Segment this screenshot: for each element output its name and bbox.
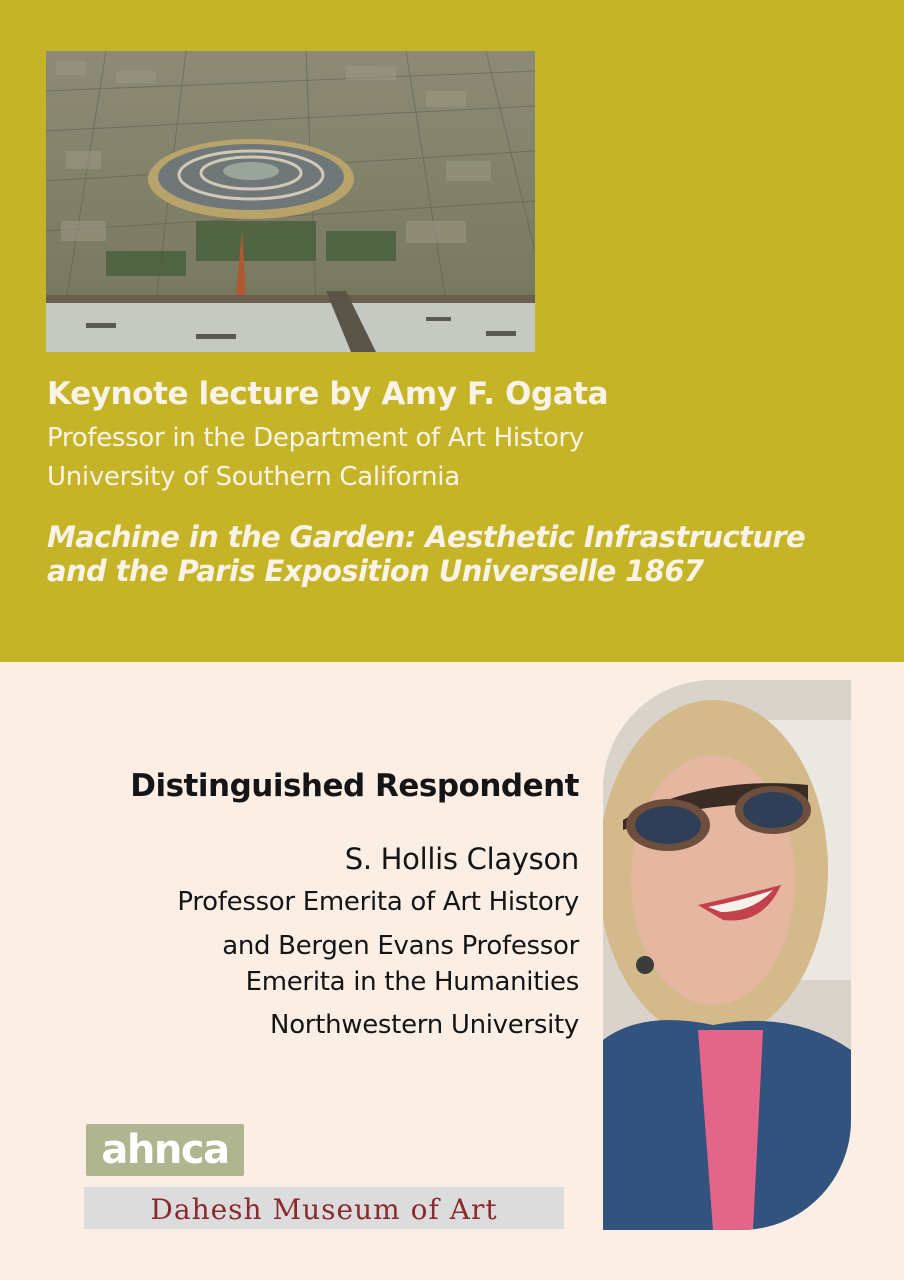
respondent-name: S. Hollis Clayson bbox=[344, 842, 579, 876]
respondent-title-line: Professor Emerita of Art History bbox=[177, 887, 579, 917]
respondent-heading: Distinguished Respondent bbox=[130, 768, 579, 804]
respondent-title-line: Emerita in the Humanities bbox=[245, 967, 579, 997]
lecture-title: Machine in the Garden: Aesthetic Infrastructure and the Paris Exposition Universelle 1867 bbox=[47, 520, 806, 588]
keynote-institution: University of Southern California bbox=[47, 462, 460, 492]
respondent-institution: Northwestern University bbox=[270, 1010, 579, 1040]
respondent-portrait-photo bbox=[603, 680, 851, 1230]
dahesh-museum-logo bbox=[84, 1187, 564, 1229]
keynote-position: Professor in the Department of Art History bbox=[47, 423, 585, 453]
keynote-heading: Keynote lecture by Amy F. Ogata bbox=[47, 376, 609, 412]
ahnca-logo: ahnca bbox=[86, 1124, 244, 1176]
svg-text:Dahesh Museum of Art: Dahesh Museum of Art bbox=[150, 1193, 498, 1226]
exposition-aerial-illustration bbox=[46, 51, 535, 352]
respondent-title-line: and Bergen Evans Professor bbox=[222, 931, 579, 961]
